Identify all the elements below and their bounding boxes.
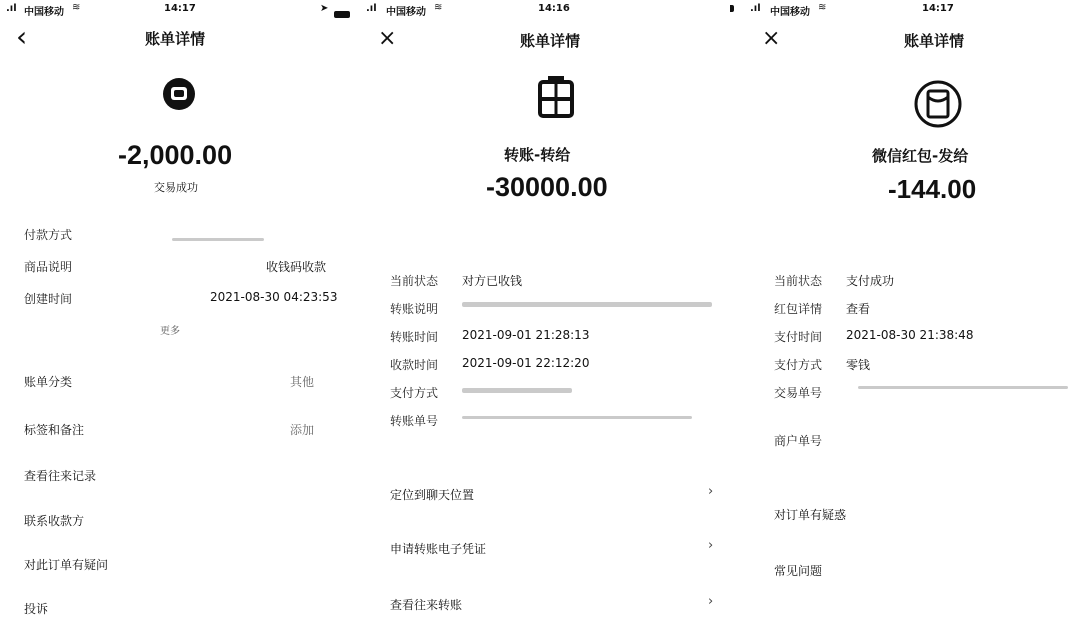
redacted-value (858, 386, 1068, 389)
page-title: 账单详情 (520, 32, 581, 50)
wifi-icon: ≋ (434, 2, 443, 13)
wechat-transfer-panel (360, 0, 730, 634)
row-contact-payee[interactable] (24, 512, 334, 532)
row-value: 添加 (290, 423, 315, 437)
detail-label: 商户单号 (774, 434, 823, 448)
row-label: 对订单有疑惑 (774, 508, 847, 522)
detail-value: 2021-08-30 21:38:48 (846, 328, 974, 342)
trade-status: 交易成功 (154, 181, 198, 194)
location-icon: ➤ (320, 3, 329, 14)
row-view-records[interactable] (24, 467, 334, 487)
detail-label: 转账单号 (390, 414, 439, 428)
row-transfer-voucher[interactable] (390, 540, 720, 560)
close-icon[interactable]: × (762, 26, 781, 51)
redacted-value (462, 416, 692, 419)
close-icon[interactable]: × (378, 26, 397, 51)
carrier-label: 中国移动 (386, 7, 426, 18)
wechat-redpacket-panel (730, 0, 1080, 634)
row-label: 联系收款方 (24, 514, 85, 528)
signal-icon: .ıl (6, 3, 17, 14)
detail-value: 2021-09-01 21:28:13 (462, 328, 590, 342)
carrier-label: 中国移动 (24, 7, 64, 18)
row-locate-chat[interactable] (390, 486, 720, 506)
detail-label: 支付方式 (774, 358, 823, 372)
alipay-bill-panel (0, 0, 360, 634)
back-icon[interactable]: ‹ (16, 20, 28, 53)
detail-label: 收款时间 (390, 358, 439, 372)
battery-icon (334, 4, 350, 23)
row-label: 申请转账电子凭证 (390, 542, 487, 556)
bill-amount: -30000.00 (486, 172, 608, 202)
chevron-right-icon: › (708, 594, 714, 609)
row-label: 标签和备注 (24, 423, 85, 437)
bill-amount: -2,000.00 (118, 140, 233, 170)
wifi-icon: ≋ (72, 2, 81, 13)
detail-label: 创建时间 (24, 292, 73, 306)
detail-label: 当前状态 (774, 274, 823, 288)
transfer-icon (534, 72, 578, 130)
page-title: 账单详情 (145, 30, 206, 48)
merchant-avatar-icon (162, 77, 196, 115)
chevron-right-icon: › (708, 538, 714, 553)
redacted-value (462, 388, 572, 393)
detail-label: 转账说明 (390, 302, 439, 316)
detail-label: 交易单号 (774, 386, 823, 400)
red-packet-icon (914, 80, 962, 132)
row-order-doubt[interactable] (774, 506, 1064, 526)
detail-value: 2021-09-01 22:12:20 (462, 356, 590, 370)
detail-label: 付款方式 (24, 228, 73, 242)
row-view-transfers[interactable] (390, 596, 720, 616)
row-label: 对此订单有疑问 (24, 558, 109, 572)
page-title: 账单详情 (904, 32, 965, 50)
status-time: 14:17 (164, 3, 196, 14)
row-complaint[interactable] (24, 600, 334, 620)
signal-icon: .ıl (750, 3, 761, 14)
detail-label: 当前状态 (390, 274, 439, 288)
detail-value: 零钱 (846, 358, 871, 372)
row-order-question[interactable] (24, 556, 334, 576)
row-label: 查看往来记录 (24, 469, 97, 483)
detail-value: 支付成功 (846, 274, 895, 288)
signal-icon: .ıl (366, 3, 377, 14)
detail-label: 支付时间 (774, 330, 823, 344)
detail-value: 对方已收钱 (462, 274, 523, 288)
row-label: 常见问题 (774, 564, 823, 578)
view-redpacket-link[interactable]: 查看 (846, 302, 871, 316)
row-label: 账单分类 (24, 375, 73, 389)
wifi-icon: ≋ (818, 2, 827, 13)
detail-label: 红包详情 (774, 302, 823, 316)
row-label: 定位到聊天位置 (390, 488, 475, 502)
row-label: 投诉 (24, 602, 49, 616)
battery-icon (730, 3, 734, 14)
redpacket-subtitle: 微信红包-发给 (872, 147, 969, 165)
row-value: 其他 (290, 375, 315, 389)
detail-value: 2021-08-30 04:23:53 (210, 290, 338, 304)
detail-label: 商品说明 (24, 260, 73, 274)
transfer-subtitle: 转账-转给 (504, 146, 571, 164)
detail-label: 支付方式 (390, 386, 439, 400)
status-time: 14:16 (538, 3, 570, 14)
more-link[interactable]: 更多 (160, 326, 180, 337)
chevron-right-icon: › (708, 484, 714, 499)
row-bill-category[interactable] (24, 373, 334, 393)
detail-label: 转账时间 (390, 330, 439, 344)
redacted-value (172, 238, 264, 241)
bill-amount: -144.00 (888, 174, 977, 204)
status-time: 14:17 (922, 3, 954, 14)
redacted-value (462, 302, 712, 307)
row-label: 查看往来转账 (390, 598, 463, 612)
detail-value: 收钱码收款 (266, 260, 327, 274)
carrier-label: 中国移动 (770, 7, 810, 18)
row-faq[interactable] (774, 562, 1064, 582)
row-tags-notes[interactable] (24, 421, 334, 441)
